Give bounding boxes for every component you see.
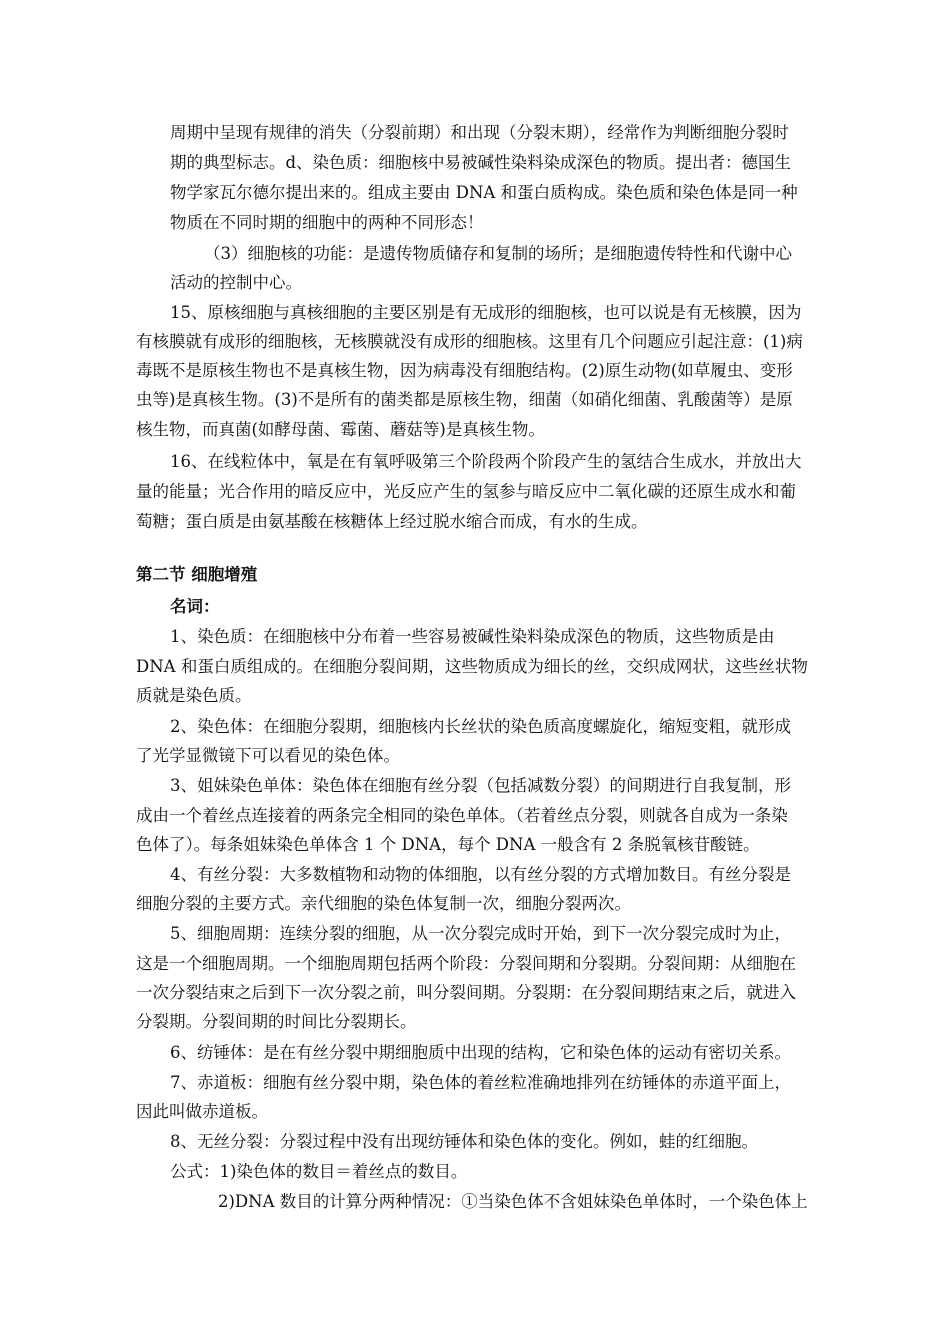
text-line: 色体了）。每条姐妹染色单体含 1 个 DNA，每个 DNA 一般含有 2 条脱氧核苷酸链。 (136, 835, 760, 854)
text-line: 2、染色体：在细胞分裂期，细胞核内长丝状的染色质高度螺旋化，缩短变粗，就形成 (170, 717, 791, 736)
text-line: 有核膜就有成形的细胞核，无核膜就没有成形的细胞核。这里有几个问题应引起注意：(1)病 (136, 332, 803, 351)
text-line: 细胞分裂的主要方式。亲代细胞的染色体复制一次，细胞分裂两次。 (136, 894, 631, 913)
text-line: 毒既不是原核生物也不是真核生物，因为病毒没有细胞结构。(2)原生动物(如草履虫、变形 (136, 361, 793, 380)
text-line: 2)DNA 数目的计算分两种情况：①当染色体不含姐妹染色单体时，一个染色体上 (218, 1192, 808, 1211)
text-line: 期的典型标志。d、染色质：细胞核中易被碱性染料染成深色的物质。提出者：德国生 (170, 153, 792, 172)
text-line: 物学家瓦尔德尔提出来的。组成主要由 DNA 和蛋白质构成。染色质和染色体是同一种 (170, 183, 798, 202)
text-line: 4、有丝分裂：大多数植物和动物的体细胞，以有丝分裂的方式增加数目。有丝分裂是 (170, 865, 791, 884)
text-line: 周期中呈现有规律的消失（分裂前期）和出现（分裂末期），经常作为判断细胞分裂时 (170, 123, 789, 142)
text-line: 1、染色质：在细胞核中分布着一些容易被碱性染料染成深色的物质，这些物质是由 (170, 627, 775, 646)
text-line: 5、细胞周期：连续分裂的细胞，从一次分裂完成时开始，到下一次分裂完成时为止， (170, 924, 791, 943)
text-line: 15、原核细胞与真核细胞的主要区别是有无成形的细胞核，也可以说是有无核膜，因为 (170, 303, 802, 322)
text-line: 核生物，而真菌(如酵母菌、霉菌、蘑菇等)是真核生物。 (136, 420, 545, 439)
text-line: 3、姐妹染色单体：染色体在细胞有丝分裂（包括减数分裂）的间期进行自我复制，形 (170, 776, 791, 795)
text-line: 8、无丝分裂：分裂过程中没有出现纺锤体和染色体的变化。例如，蛙的红细胞。 (170, 1132, 758, 1151)
text-line: 量的能量；光合作用的暗反应中，光反应产生的氢参与暗反应中二氧化碳的还原生成水和葡 (136, 482, 796, 501)
text-line: 这是一个细胞周期。一个细胞周期包括两个阶段：分裂间期和分裂期。分裂间期：从细胞在 (136, 954, 796, 973)
text-line: 16、在线粒体中，氧是在有氧呼吸第三个阶段两个阶段产生的氢结合生成水，并放出大 (170, 452, 802, 471)
text-line: 6、纺锤体：是在有丝分裂中期细胞质中出现的结构，它和染色体的运动有密切关系。 (170, 1043, 791, 1062)
text-line: DNA 和蛋白质组成的。在细胞分裂间期，这些物质成为细长的丝，交织成网状，这些丝状物 (136, 657, 808, 676)
text-line: 活动的控制中心。 (170, 273, 302, 292)
text-line: 公式：1)染色体的数目＝着丝点的数目。 (170, 1162, 468, 1181)
text-line: （3）细胞核的功能：是遗传物质储存和复制的场所；是细胞遗传特性和代谢中心 (204, 244, 792, 263)
section-title: 第二节 细胞增殖 (136, 565, 258, 584)
text-line: 质就是染色质。 (136, 686, 252, 705)
text-line: 因此叫做赤道板。 (136, 1102, 268, 1121)
text-line: 虫等)是真核生物。(3)不是所有的菌类都是原核生物，细菌（如硝化细菌、乳酸菌等）是原 (136, 390, 793, 409)
text-line: 了光学显微镜下可以看见的染色体。 (136, 746, 400, 765)
text-line: 分裂期。分裂间期的时间比分裂期长。 (136, 1012, 417, 1031)
text-line: 萄糖；蛋白质是由氨基酸在核糖体上经过脱水缩合而成，有水的生成。 (136, 512, 648, 531)
subheading: 名词： (170, 597, 220, 616)
text-line: 物质在不同时期的细胞中的两种不同形态！ (170, 213, 484, 232)
text-line: 7、赤道板：细胞有丝分裂中期，染色体的着丝粒准确地排列在纺锤体的赤道平面上， (170, 1073, 791, 1092)
text-line: 成由一个着丝点连接着的两条完全相同的染色单体。（若着丝点分裂，则就各自成为一条染 (136, 806, 788, 825)
text-line: 一次分裂结束之后到下一次分裂之前，叫分裂间期。分裂期：在分裂间期结束之后，就进入 (136, 983, 796, 1002)
